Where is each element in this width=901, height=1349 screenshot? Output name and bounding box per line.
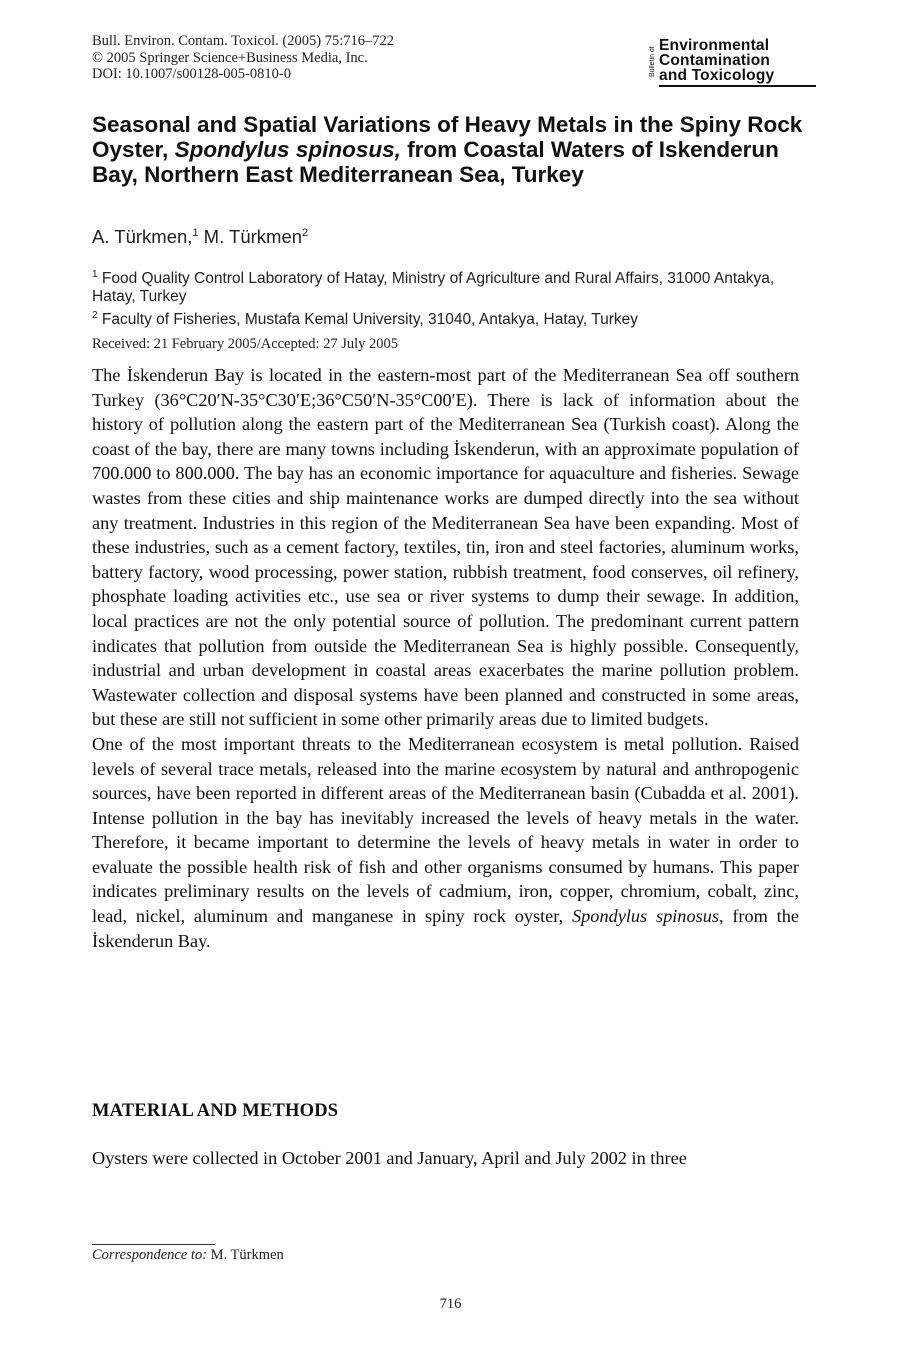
affiliation-2-text: Faculty of Fisheries, Mustafa Kemal University, 31040, Antakya, Hatay, Turkey: [97, 311, 638, 328]
citation-block: [92, 33, 532, 83]
author-1: A. Türkmen,: [92, 226, 193, 247]
correspondence-label: Correspondence to:: [92, 1247, 208, 1263]
affiliation-2: [92, 307, 812, 329]
paragraph-2-text: One of the most important threats to the Mediterranean ecosystem is metal pollution. Raised levels of several trace metals, released into the marine ecosystem by natural and anthropogenic sources, have been reported in different areas of the Mediterranean basin (Cubadda et al. 2001). Intense pollution in the bay has inevitably increased the levels of heavy metals in the water. Therefore, it became important to determine the levels of heavy metals in water in order to evaluate the possible health risk of fish and other organisms consumed by humans. This paper indicates preliminary results on the levels of cadmium, iron, copper, chromium, cobalt, zinc, lead, nickel, aluminum and manganese in spiny rock oyster,: [92, 733, 799, 927]
affiliation-1-text: Food Quality Control Laboratory of Hatay, Ministry of Agriculture and Rural Affairs, 31000 Antakya, Hatay, Turkey: [92, 270, 775, 305]
paragraph-2-species: Spondylus spinosus: [572, 906, 719, 927]
author-list: [92, 226, 308, 248]
affiliation-1-mark: 1: [92, 269, 98, 280]
paragraph-2: [92, 732, 799, 953]
affiliations: [92, 266, 812, 329]
body-text: [92, 363, 799, 953]
correspondence-footnote: [92, 1247, 284, 1264]
journal-logo-line3: and Toxicology: [659, 67, 775, 84]
citation-journal: Bull. Environ. Contam. Toxicol. (2005) 75:716–722: [92, 33, 394, 49]
journal-logo-line1: Environmental: [659, 37, 770, 54]
journal-logo-prefix: Bulletin of: [649, 46, 656, 78]
title-text-end: from Coastal Waters of Iskenderun Bay, Northern East Mediterranean Sea, Turkey: [92, 137, 779, 187]
methods-paragraph: Oysters were collected in October 2001 and January, April and July 2002 in three: [92, 1148, 687, 1168]
journal-logo-rule: [659, 85, 816, 87]
journal-logo: [648, 38, 816, 88]
author-2: M. Türkmen: [198, 226, 303, 247]
correspondence-name: M. Türkmen: [207, 1247, 284, 1263]
footnote-rule: [92, 1244, 215, 1245]
journal-logo-line2: Contamination: [659, 52, 771, 69]
paragraph-2-end: , from the İskenderun Bay.: [92, 906, 799, 951]
author-1-affil-mark: 1: [192, 227, 199, 239]
section-heading: MATERIAL AND METHODS: [92, 1101, 339, 1121]
citation-doi: DOI: 10.1007/s00128-005-0810-0: [92, 66, 291, 82]
affiliation-2-mark: 2: [92, 310, 98, 321]
citation-copyright: © 2005 Springer Science+Business Media, Inc.: [92, 49, 368, 66]
title-text: Seasonal and Spatial Variations of Heavy Metals in the Spiny Rock Oyster,: [92, 112, 803, 162]
title-species: Spondylus spinosus,: [174, 137, 401, 162]
received-dates: Received: 21 February 2005/Accepted: 27 July 2005: [92, 336, 399, 352]
paragraph-1: The İskenderun Bay is located in the eastern-most part of the Mediterranean Sea off southern Turkey (36°C20′N-35°C30′E;36°C50′N-35°C00′E). There is lack of information about the history of pollution along the eastern part of the Mediterranean Sea (Turkish coast). Along the coast of the bay, there are many towns including İskenderun, with an approximate population of 700.000 to 800.000. The bay has an economic importance for aquaculture and fisheries. Sewage wastes from these cities and ship maintenance works are dumped directly into the sea without any treatment. Industries in this region of the Mediterranean Sea have been expanding. Most of these industries, such as a cement factory, textiles, tin, iron and steel factories, aluminum works, battery factory, wood processing, power station, rubbish treatment, food conserves, oil refinery, phosphate loading activities etc., use sea or river systems to dump their sewage. In addition, local practices are not the only potential source of pollution. The predominant current pattern indicates that pollution from outside the Mediterranean Sea is highly possible. Consequently, industrial and urban development in coastal areas exacerbates the marine pollution problem. Wastewater collection and disposal systems have been planned and constructed in some areas, but these are still not sufficient in some other primarily areas due to limited budgets.: [92, 365, 799, 730]
affiliation-1: [92, 266, 812, 305]
page-number: 716: [439, 1296, 462, 1312]
article-title: [92, 112, 812, 187]
author-2-affil-mark: 2: [302, 227, 309, 239]
